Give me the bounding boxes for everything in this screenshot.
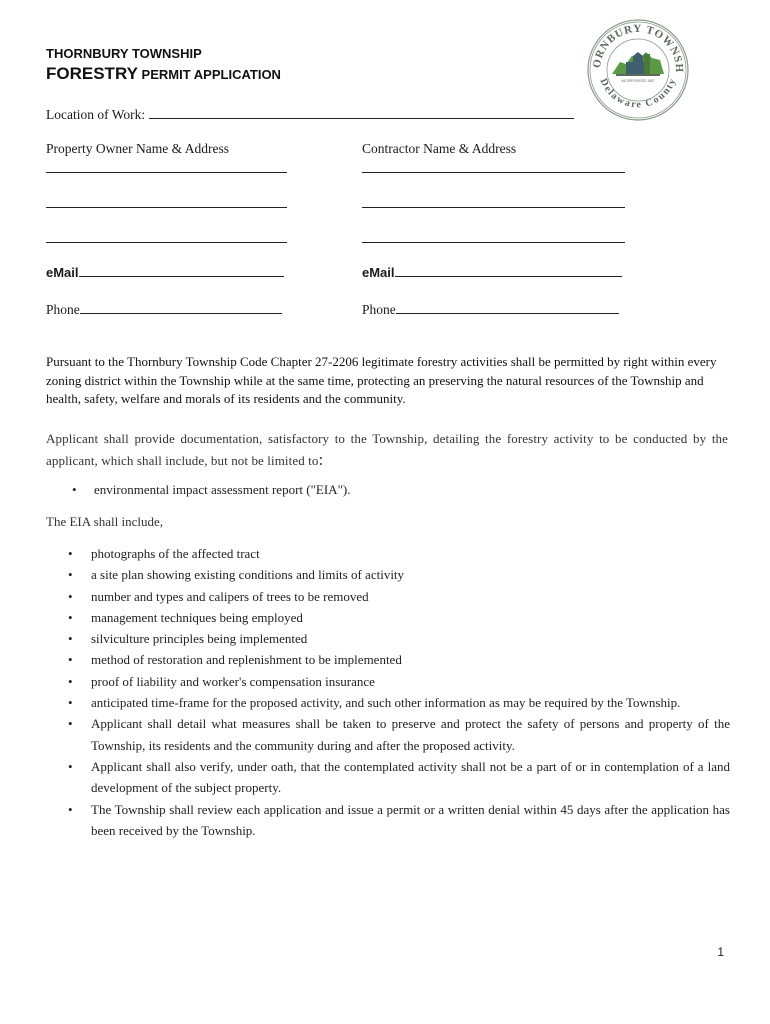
list-item [46,649,730,670]
bullet: • [68,546,73,561]
contractor-phone-label: Phone [362,302,396,317]
location-of-work-row [46,106,574,123]
list-item [46,671,730,692]
contractor-address-line-1[interactable] [362,172,625,173]
intro-paragraph: Pursuant to the Thornbury Township Code Chapter 27-2206 legitimate forestry activities shall be permitted by right within every zoning district within the Township while at the same time, protecting an preserving the natural resources of the Township and health, safety, welfare and morals of its residents and the community. [46,354,717,406]
contractor-email-label: eMail [362,265,395,280]
contractor-address-line-3[interactable] [362,242,625,243]
contractor-phone-field[interactable] [396,301,619,314]
list-item-text: silviculture principles being implemented [91,631,308,647]
contractor-label: Contractor Name & Address [362,141,517,156]
page-title [46,64,281,84]
township-seal-logo [586,18,690,122]
location-of-work-label: Location of Work: [46,107,146,122]
title-permit-application: PERMIT APPLICATION [137,67,281,82]
bullet: • [68,673,73,689]
bullet: • [68,567,73,583]
list-item [46,543,730,564]
eia-include-label: The EIA shall include, [46,514,163,529]
list-item [46,756,730,799]
applicant-paragraph [46,428,728,471]
list-item-text: The Township shall review each application and issue a permit or a written denial within 45 days after the application has been received by the Township. [91,801,730,838]
list-item-text: proof of liability and worker's compensation insurance [91,673,375,689]
contractor-phone-row [362,301,619,318]
owner-phone-label: Phone [46,302,80,317]
owner-phone-row [46,301,282,318]
bullet: • [68,716,73,732]
bullet: • [68,758,73,774]
page-number: 1 [717,945,724,959]
owner-email-row [46,264,284,282]
list-item-text: anticipated time-frame for the proposed activity, and such other information as may be required by the Township. [91,695,681,711]
seal-center-text: INCORPORATED 1687 [621,79,655,83]
bullet: • [68,695,73,711]
bullet: • [68,609,73,625]
owner-label: Property Owner Name & Address [46,141,229,156]
township-name: THORNBURY TOWNSHIP [46,46,202,61]
owner-address-line-2[interactable] [46,207,287,208]
seal-top-text: ORNBURY TOWNSH [590,22,686,74]
bullet: • [68,631,73,647]
list-item [46,586,730,607]
bullet: • [72,482,77,497]
list-item-text: Applicant shall detail what measures shall be taken to preserve and protect the safety of persons and property of the Township, its residents and the community during and after the proposed activity. [91,716,730,753]
applicant-colon: : [318,450,324,469]
list-item [46,799,730,842]
owner-address-line-1[interactable] [46,172,287,173]
contractor-address-line-2[interactable] [362,207,625,208]
contractor-email-row [362,264,622,282]
title-forestry: FORESTRY [46,64,138,83]
owner-email-field[interactable] [79,264,284,277]
list-item-text: photographs of the affected tract [91,546,260,561]
list-item [46,564,730,585]
list-item-text: number and types and calipers of trees to be removed [91,588,369,604]
owner-email-label: eMail [46,265,79,280]
bullet: • [68,801,73,817]
owner-phone-field[interactable] [80,301,282,314]
bullet: • [68,588,73,604]
list-item-text: a site plan showing existing conditions and limits of activity [91,567,405,583]
seal-bottom-text: Delaware County [597,76,679,111]
owner-address-line-3[interactable] [46,242,287,243]
location-of-work-field[interactable] [149,106,574,119]
eia-item-text: environmental impact assessment report ("EIA"). [94,482,351,497]
bullet: • [68,652,73,668]
list-item [46,607,730,628]
eia-requirements-list [46,543,730,841]
contractor-email-field[interactable] [395,264,622,277]
applicant-text: Applicant shall provide documentation, satisfactory to the Township, detailing the forestry activity to be conducted by the applicant, which shall include, but not be limited to [46,431,728,468]
list-item [46,628,730,649]
list-item [46,692,730,713]
list-item [46,713,730,756]
list-item-text: Applicant shall also verify, under oath, that the contemplated activity shall not be a part of or in contemplation of a land development of the subject property. [91,758,730,796]
list-item-text: method of restoration and replenishment to be implemented [91,652,402,668]
list-item-text: management techniques being employed [91,609,303,625]
